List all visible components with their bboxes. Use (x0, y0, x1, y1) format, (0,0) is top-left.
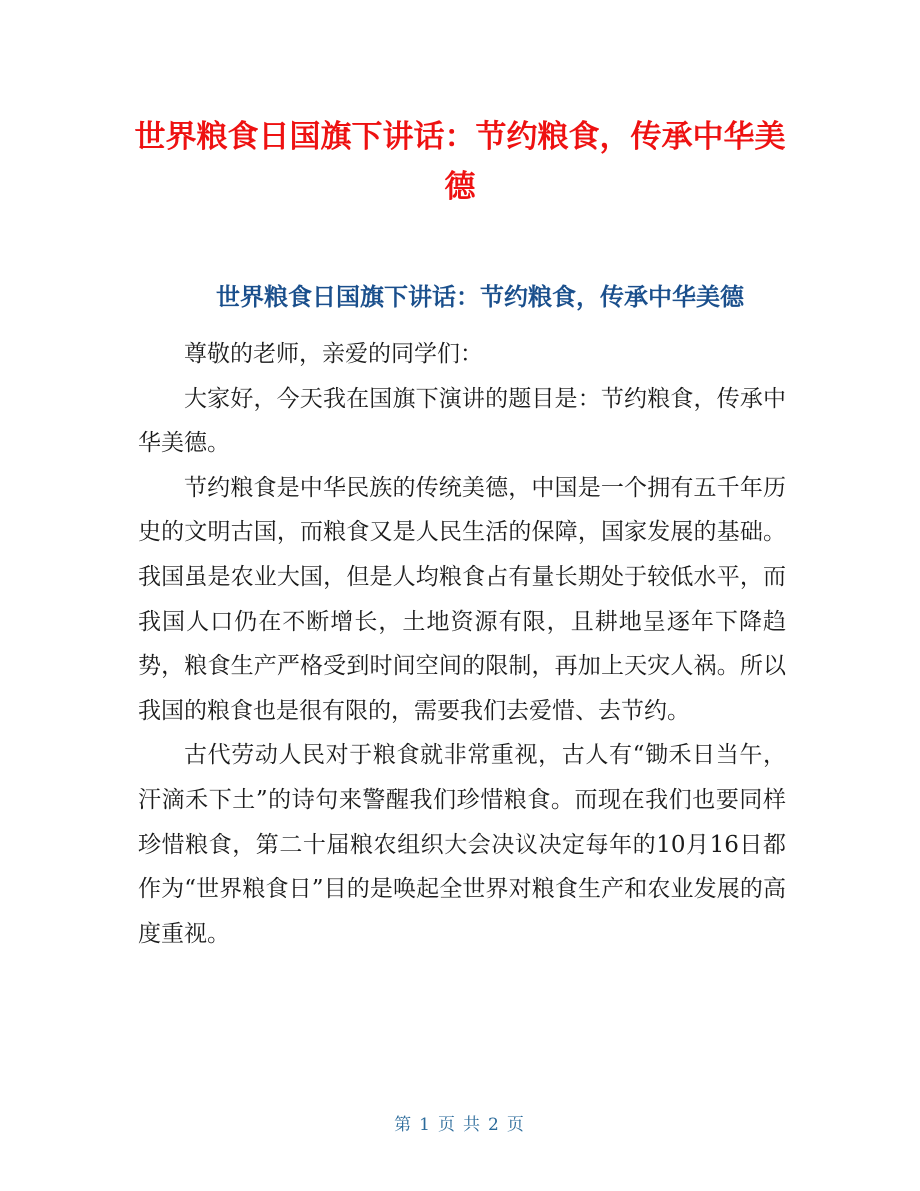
footer-suffix: 页 (506, 1115, 526, 1135)
footer-current-page: 1 (419, 1115, 432, 1135)
document-title: 世界粮食日国旗下讲话：节约粮食，传承中华美德 (134, 119, 786, 205)
page-number-footer (0, 1113, 920, 1137)
paragraph-intro: 大家好，今天我在国旗下演讲的题目是：节约粮食，传承中华美德。 (138, 385, 786, 457)
footer-prefix: 第 (394, 1115, 414, 1135)
paragraph-salutation: 尊敬的老师，亲爱的同学们： (184, 341, 483, 367)
footer-page-word: 页 (438, 1115, 457, 1135)
paragraph-history: 古代劳动人民对于粮食就非常重视，古人有“锄禾日当午，汗滴禾下土”的诗句来警醒我们珍惜粮食。而现在我们也要同样珍惜粮食，第二十届粮农组织大会决议决定每年的10月16日都作为“世界粮食日”目的是唤起全世界对粮食生产和农业发展的高度重视。 (138, 742, 786, 947)
footer-total-word: 共 (463, 1115, 482, 1135)
document-body (138, 332, 786, 956)
paragraph-tradition: 节约粮食是中华民族的传统美德，中国是一个拥有五千年历史的文明古国，而粮食又是人民生活的保障，国家发展的基础。我国虽是农业大国，但是人均粮食占有量长期处于较低水平，而我国人口仍在不断增长，土地资源有限，且耕地呈逐年下降趋势，粮食生产严格受到时间空间的限制，再加上天灾人祸。所以我国的粮食也是很有限的，需要我们去爱惜、去节约。 (138, 474, 786, 724)
footer-total-pages: 2 (488, 1115, 501, 1135)
document-subtitle: 世界粮食日国旗下讲话：节约粮食，传承中华美德 (216, 283, 744, 311)
